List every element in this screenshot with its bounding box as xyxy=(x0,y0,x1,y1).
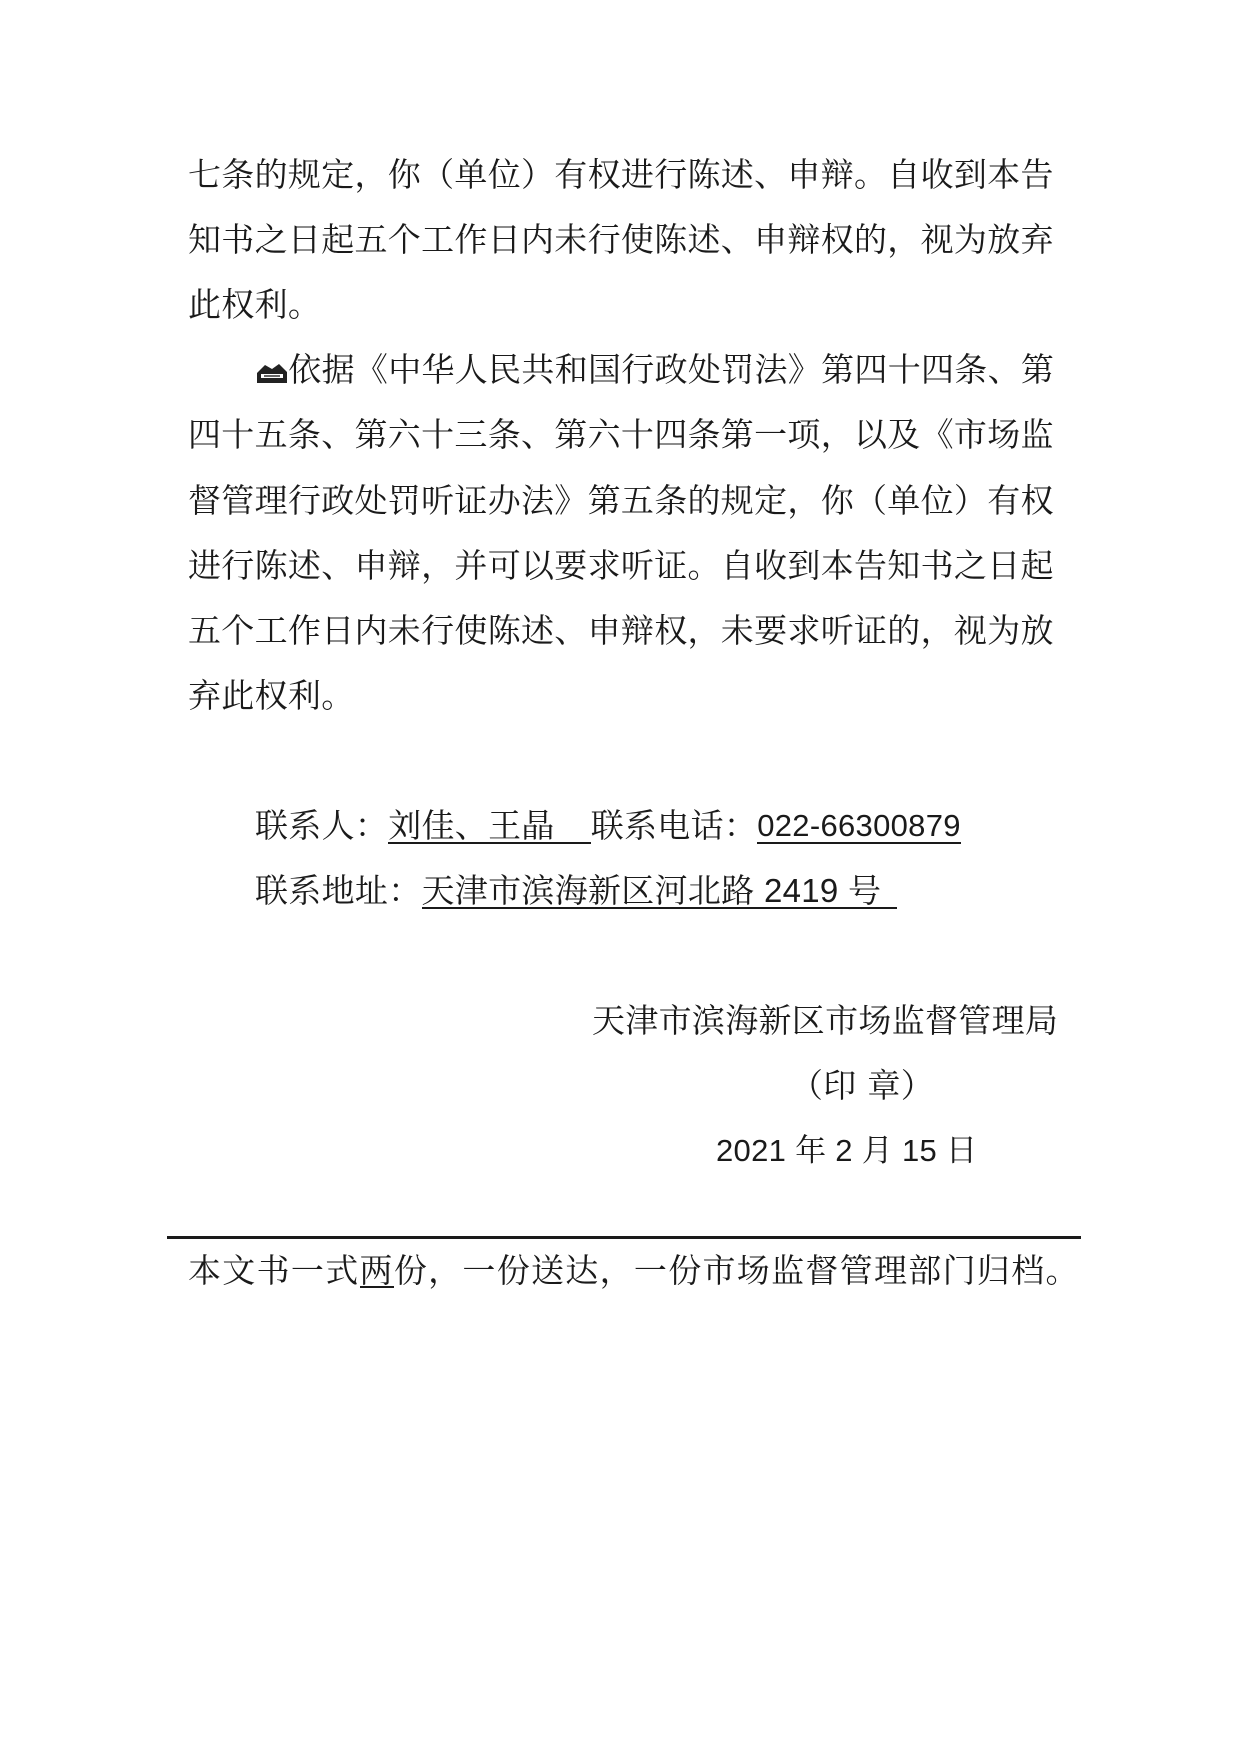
paragraph-line: 七条的规定，你（单位）有权进行陈述、申辩。自收到本告 xyxy=(188,155,1054,194)
paragraph-line: 五个工作日内未行使陈述、申辩权，未要求听证的，视为放 xyxy=(188,611,1054,650)
contact-line xyxy=(255,806,961,846)
contact-person-label: 联系人： xyxy=(255,806,389,845)
inline-image-icon xyxy=(255,350,288,390)
contact-phone-label: 联系电话： xyxy=(590,806,758,845)
footer-note xyxy=(188,1251,1080,1291)
paragraph-line: 督管理行政处罚听证办法》第五条的规定，你（单位）有权 xyxy=(188,481,1054,520)
paragraph-line: 此权利。 xyxy=(188,285,322,324)
paragraph-line: 弃此权利。 xyxy=(188,676,355,715)
contact-address-label: 联系地址： xyxy=(255,871,422,910)
contact-phone-value: 022-66300879 xyxy=(757,808,961,843)
footer-divider xyxy=(167,1236,1081,1239)
seal-placeholder: （印 章） xyxy=(790,1066,934,1105)
footer-note-prefix: 本文书一式 xyxy=(188,1251,360,1290)
contact-person-value: 刘佳、王晶 xyxy=(388,806,591,844)
issuing-agency: 天津市滨海新区市场监督管理局 xyxy=(592,1001,1059,1040)
paragraph-line-text: 依据《中华人民共和国行政处罚法》第四十四条、第 xyxy=(288,350,1055,389)
address-line xyxy=(255,871,897,911)
footer-note-suffix: 份，一份送达，一份市场监督管理部门归档。 xyxy=(393,1251,1080,1290)
paragraph-line: 知书之日起五个工作日内未行使陈述、申辩权的，视为放弃 xyxy=(188,220,1054,259)
footer-note-copies: 两 xyxy=(359,1251,394,1290)
contact-address-value: 天津市滨海新区河北路 2419 号 xyxy=(422,871,898,909)
paragraph-line: 四十五条、第六十三条、第六十四条第一项，以及《市场监 xyxy=(188,415,1054,454)
paragraph-line: 进行陈述、申辩，并可以要求听证。自收到本告知书之日起 xyxy=(188,546,1054,585)
paragraph-line xyxy=(255,350,1054,390)
issue-date: 2021 年 2 月 15 日 xyxy=(716,1133,978,1168)
